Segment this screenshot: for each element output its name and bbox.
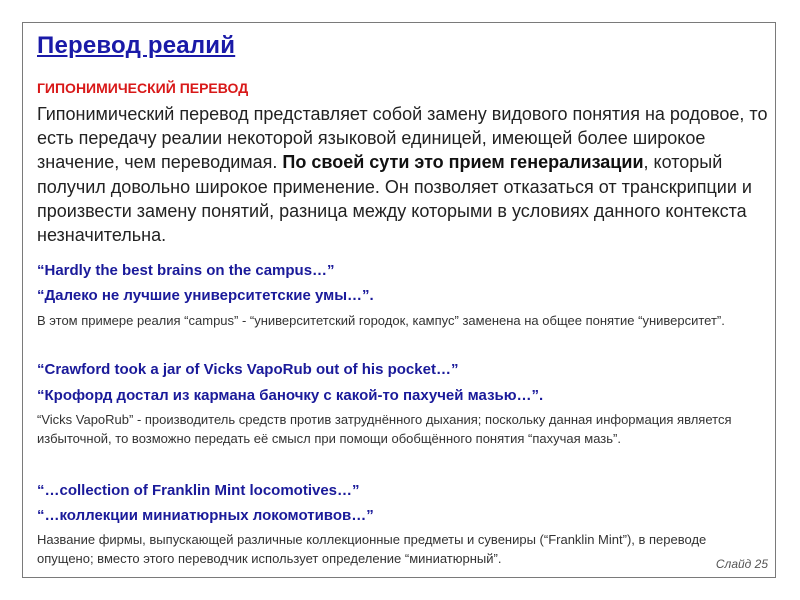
- slide-title: Перевод реалий: [37, 32, 236, 59]
- example-1-note: В этом примере реалия “campus” - “университетский городок, кампус” заменена на общее понятие “университет”.: [37, 313, 725, 328]
- main-paragraph: [37, 102, 772, 247]
- example-1-english: “Hardly the best brains on the campus…”: [37, 262, 335, 279]
- example-2-russian: “Крофорд достал из кармана баночку с какой-то пахучей мазью…”.: [37, 387, 544, 404]
- example-1-russian: “Далеко не лучшие университетские умы…”.: [37, 287, 374, 304]
- paragraph-bold-phrase: По своей сути это прием генерализации: [282, 152, 644, 173]
- example-3-english: “…collection of Franklin Mint locomotives…”: [37, 482, 360, 499]
- paragraph-part-1: Гипонимический перевод представляет собой замену видового понятия на родовое, то есть передачу реалии некоторой языковой единицей, имеющей более широкое значение, чем переводимая.: [37, 104, 768, 173]
- example-3-russian: “…коллекции миниатюрных локомотивов…”: [37, 507, 374, 524]
- slide-subtitle: ГИПОНИМИЧЕСКИЙ ПЕРЕВОД: [37, 80, 249, 96]
- example-2-english: “Crawford took a jar of Vicks VapoRub out of his pocket…”: [37, 361, 459, 378]
- example-2-note: “Vicks VapoRub” - производитель средств против затруднённого дыхания; поскольку данная информация является избыточной, то возможно передать её смысл при помощи обобщённого понятия “пахучая мазь”.: [37, 412, 732, 446]
- example-3-note: Название фирмы, выпускающей различные коллекционные предметы и сувениры (“Franklin Mint”), в переводе опущено; вместо этого переводчик использует определение “миниатюрный”.: [37, 532, 707, 566]
- paragraph-part-2: , который получил довольно широкое применение. Он позволяет отказаться от транскрипции и произвести замену понятий, разница между которыми в условиях данного контекста незначительна.: [37, 152, 752, 246]
- slide-number: Слайд 25: [715, 557, 768, 571]
